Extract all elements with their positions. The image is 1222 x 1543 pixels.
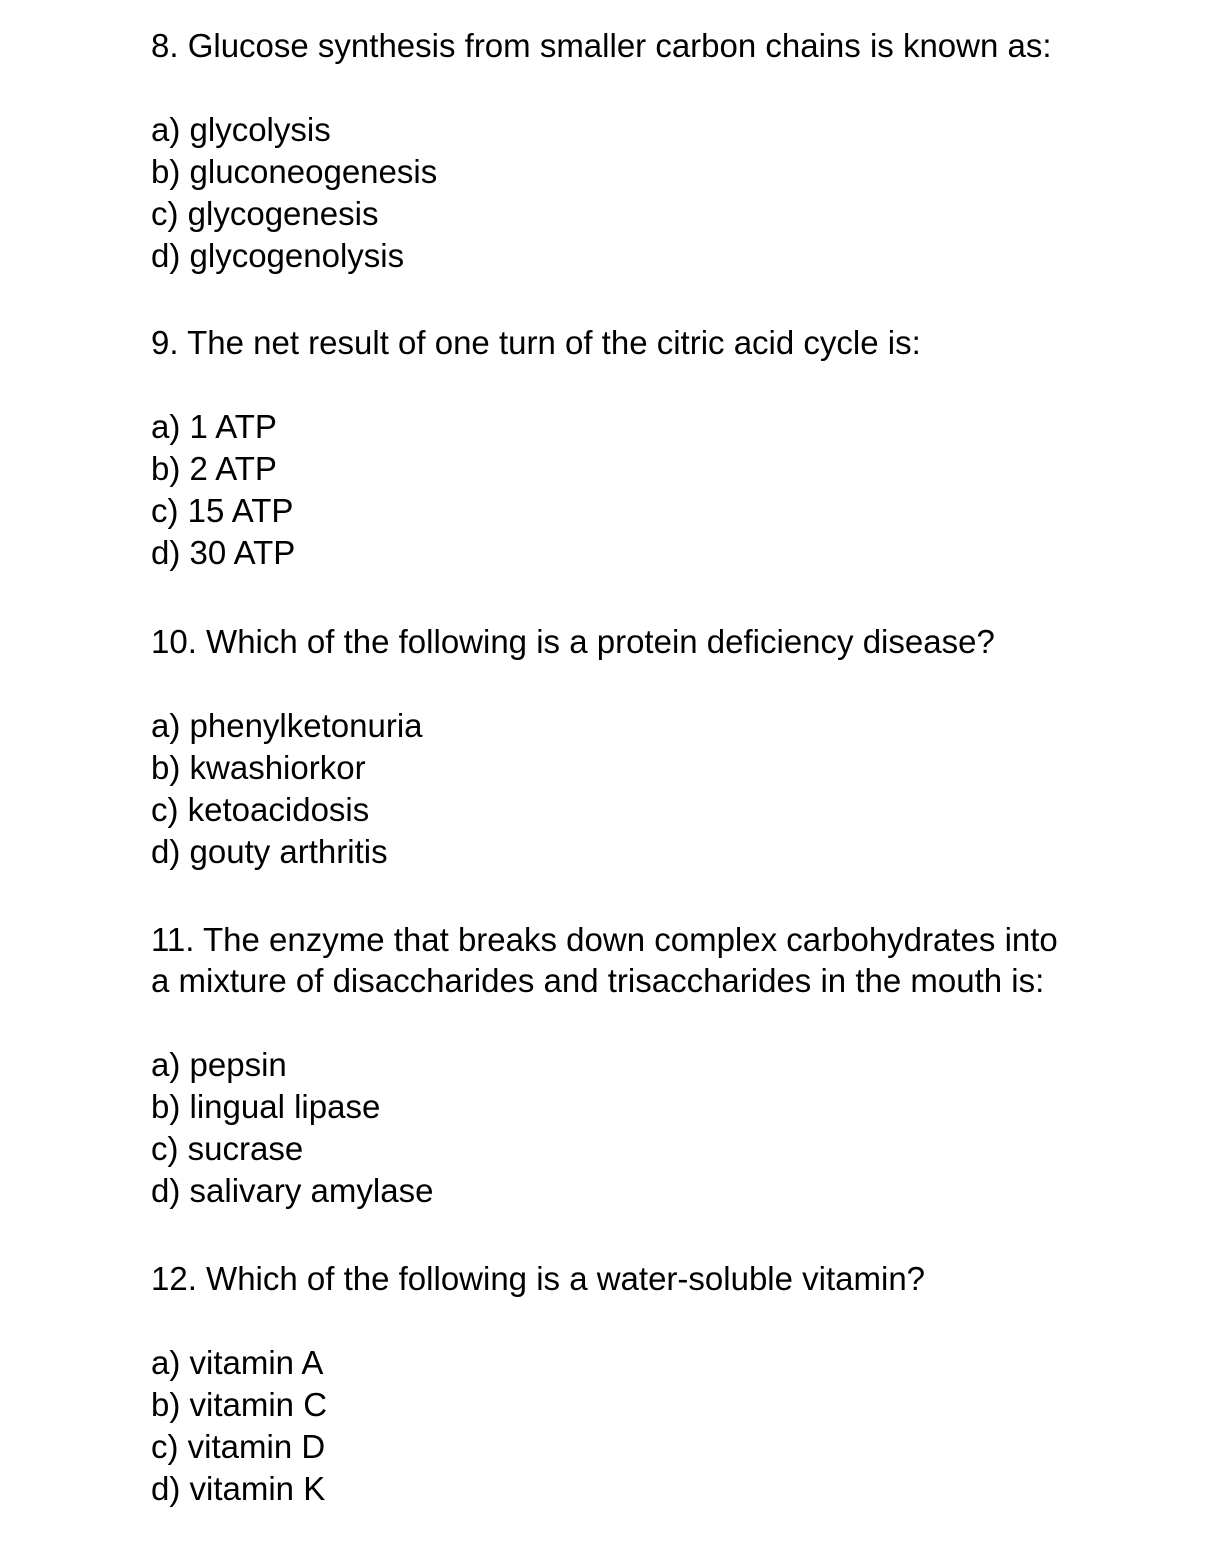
spacer xyxy=(151,1001,1211,1044)
option-d: d) vitamin K xyxy=(151,1470,326,1507)
answer-options xyxy=(151,406,1211,574)
option-c: c) ketoacidosis xyxy=(151,791,370,828)
question-text: 9. The net result of one turn of the citric acid cycle is: xyxy=(151,324,921,361)
question-text: 10. Which of the following is a protein deficiency disease? xyxy=(151,623,995,660)
option-c: c) 15 ATP xyxy=(151,492,294,529)
question-text: 12. Which of the following is a water-soluble vitamin? xyxy=(151,1260,926,1297)
option-a: a) 1 ATP xyxy=(151,408,277,445)
option-a: a) pepsin xyxy=(151,1046,287,1083)
option-b: b) lingual lipase xyxy=(151,1088,381,1125)
option-a: a) glycolysis xyxy=(151,111,331,148)
question-text: 8. Glucose synthesis from smaller carbon chains is known as: xyxy=(151,27,1052,64)
option-b: b) vitamin C xyxy=(151,1386,328,1423)
question-text-line-2: a mixture of disaccharides and trisaccharides in the mouth is: xyxy=(151,962,1045,999)
quiz-page xyxy=(151,0,1211,1543)
question-8 xyxy=(151,25,1211,277)
question-11 xyxy=(151,919,1211,1212)
answer-options xyxy=(151,1342,1211,1510)
option-d: d) glycogenolysis xyxy=(151,237,405,274)
option-c: c) glycogenesis xyxy=(151,195,379,232)
option-d: d) salivary amylase xyxy=(151,1172,434,1209)
option-b: b) kwashiorkor xyxy=(151,749,366,786)
option-a: a) phenylketonuria xyxy=(151,707,423,744)
option-b: b) gluconeogenesis xyxy=(151,153,438,190)
answer-options xyxy=(151,1044,1211,1212)
option-c: c) sucrase xyxy=(151,1130,304,1167)
option-a: a) vitamin A xyxy=(151,1344,324,1381)
spacer xyxy=(151,1299,1211,1342)
option-d: d) gouty arthritis xyxy=(151,833,388,870)
answer-options xyxy=(151,109,1211,277)
option-d: d) 30 ATP xyxy=(151,534,296,571)
question-text-line-1: 11. The enzyme that breaks down complex carbohydrates into xyxy=(151,921,1058,958)
option-c: c) vitamin D xyxy=(151,1428,326,1465)
spacer xyxy=(151,363,1211,406)
option-b: b) 2 ATP xyxy=(151,450,277,487)
spacer xyxy=(151,662,1211,705)
question-12 xyxy=(151,1258,1211,1510)
question-10 xyxy=(151,621,1211,873)
answer-options xyxy=(151,705,1211,873)
question-9 xyxy=(151,322,1211,574)
spacer xyxy=(151,66,1211,109)
